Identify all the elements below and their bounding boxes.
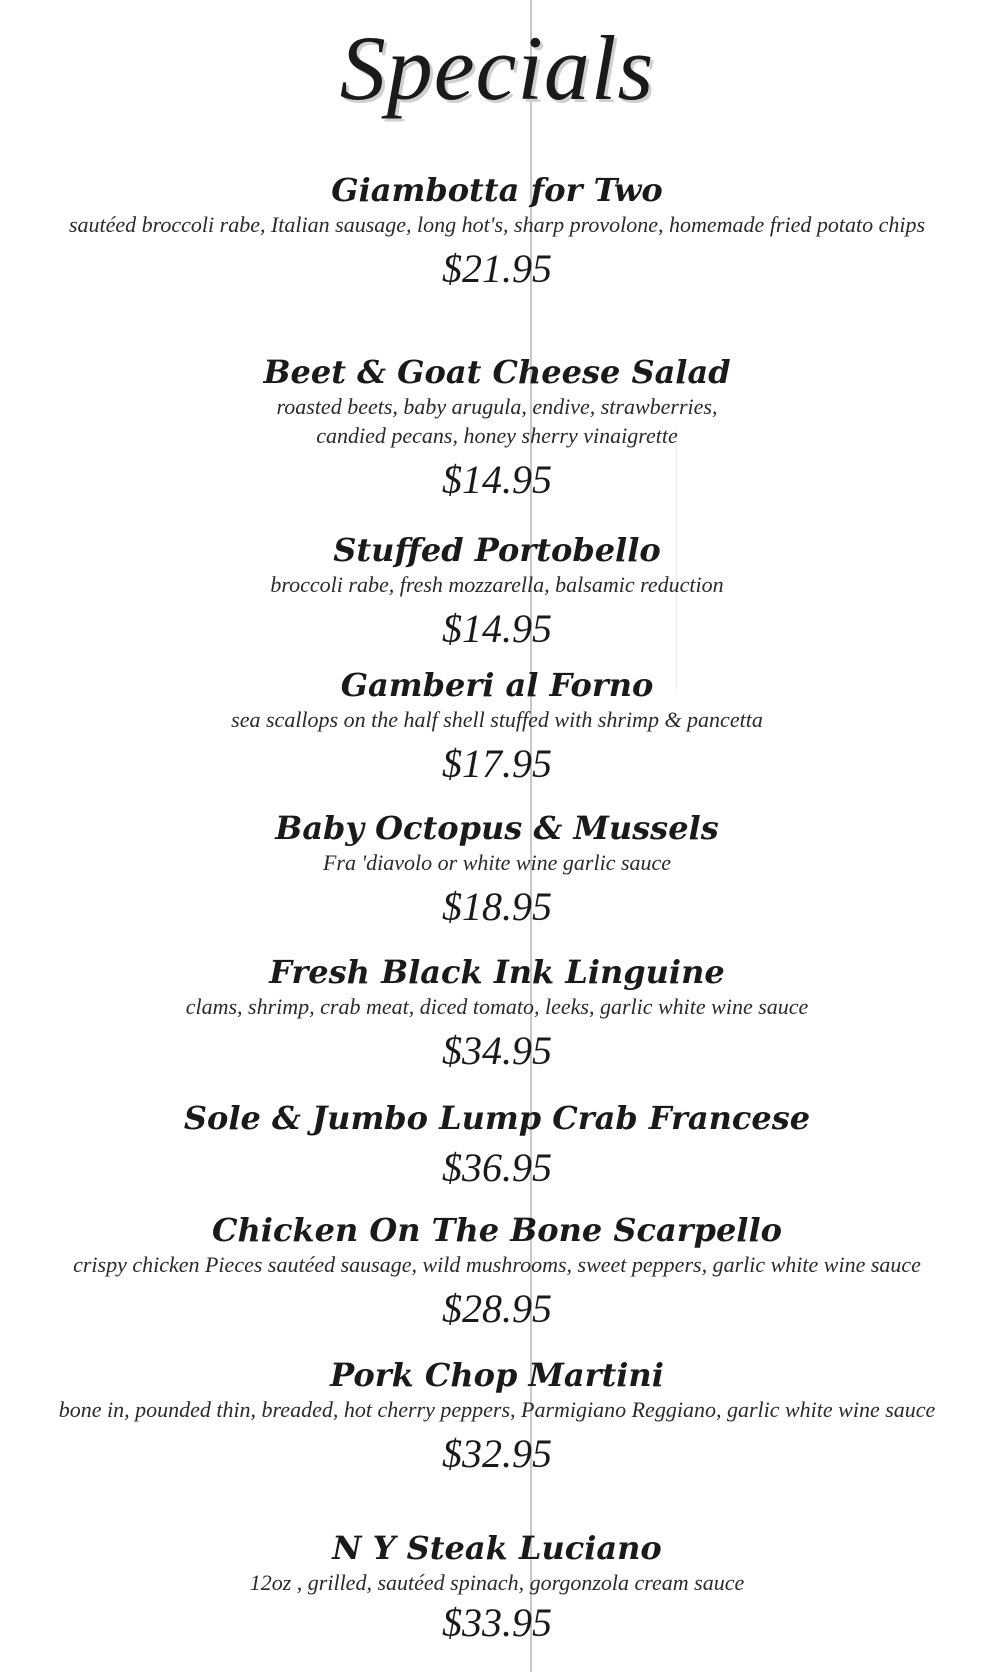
item-price: $21.95 (442, 246, 552, 291)
item-price: $14.95 (442, 606, 552, 651)
menu-item-gamberi (30, 665, 964, 788)
item-price: $33.95 (442, 1600, 552, 1645)
item-name: Fresh Black Ink Linguine (269, 953, 725, 991)
item-description: Fra 'diavolo or white wine garlic sauce (322, 850, 672, 875)
menu-item-giambotta (30, 170, 964, 293)
item-description: broccoli rabe, fresh mozzarella, balsamic reduction (270, 572, 724, 597)
item-price: $36.95 (442, 1145, 552, 1190)
item-name: Sole & Jumbo Lump Crab Francese (183, 1099, 811, 1137)
item-name: Beet & Goat Cheese Salad (263, 353, 731, 391)
item-price: $32.95 (442, 1431, 552, 1476)
item-price: $34.95 (442, 1028, 552, 1073)
item-description: 12oz , grilled, sautéed spinach, gorgonzola cream sauce (249, 1570, 745, 1595)
item-name: Gamberi al Forno (340, 666, 654, 704)
item-description: sea scallops on the half shell stuffed with shrimp & pancetta (231, 707, 763, 732)
item-price: $17.95 (442, 741, 552, 786)
menu-item-black-ink-linguine (30, 952, 964, 1075)
item-name: N Y Steak Luciano (332, 1529, 662, 1567)
item-name: Giambotta for Two (331, 171, 663, 209)
item-description: sautéed broccoli rabe, Italian sausage, long hot's, sharp provolone, homemade fried potato chips (68, 212, 926, 237)
item-description: bone in, pounded thin, breaded, hot cherry peppers, Parmigiano Reggiano, garlic white wine sauce (58, 1397, 936, 1422)
menu-item-baby-octopus (30, 808, 964, 931)
menu-item-chicken-scarpello (30, 1210, 964, 1333)
item-price: $28.95 (442, 1286, 552, 1331)
item-name: Chicken On The Bone Scarpello (212, 1211, 782, 1249)
item-description: roasted beets, baby arugula, endive, strawberries, candied pecans, honey sherry vinaigrette (276, 394, 718, 448)
item-description: clams, shrimp, crab meat, diced tomato, leeks, garlic white wine sauce (185, 994, 809, 1019)
page-title: Specials (339, 17, 655, 119)
item-description: crispy chicken Pieces sautéed sausage, wild mushrooms, sweet peppers, garlic white wine sauce (73, 1252, 921, 1277)
menu-item-stuffed-portobello (30, 530, 964, 653)
item-name: Stuffed Portobello (333, 531, 661, 569)
item-name: Baby Octopus & Mussels (275, 809, 719, 847)
menu-item-beet-salad (30, 352, 964, 504)
item-price: $18.95 (442, 884, 552, 929)
menu-item-pork-chop (30, 1355, 964, 1478)
menu-item-sole-crab (30, 1098, 964, 1192)
item-price: $14.95 (442, 457, 552, 502)
menu-item-ny-steak (30, 1528, 964, 1647)
item-name: Pork Chop Martini (330, 1356, 664, 1394)
